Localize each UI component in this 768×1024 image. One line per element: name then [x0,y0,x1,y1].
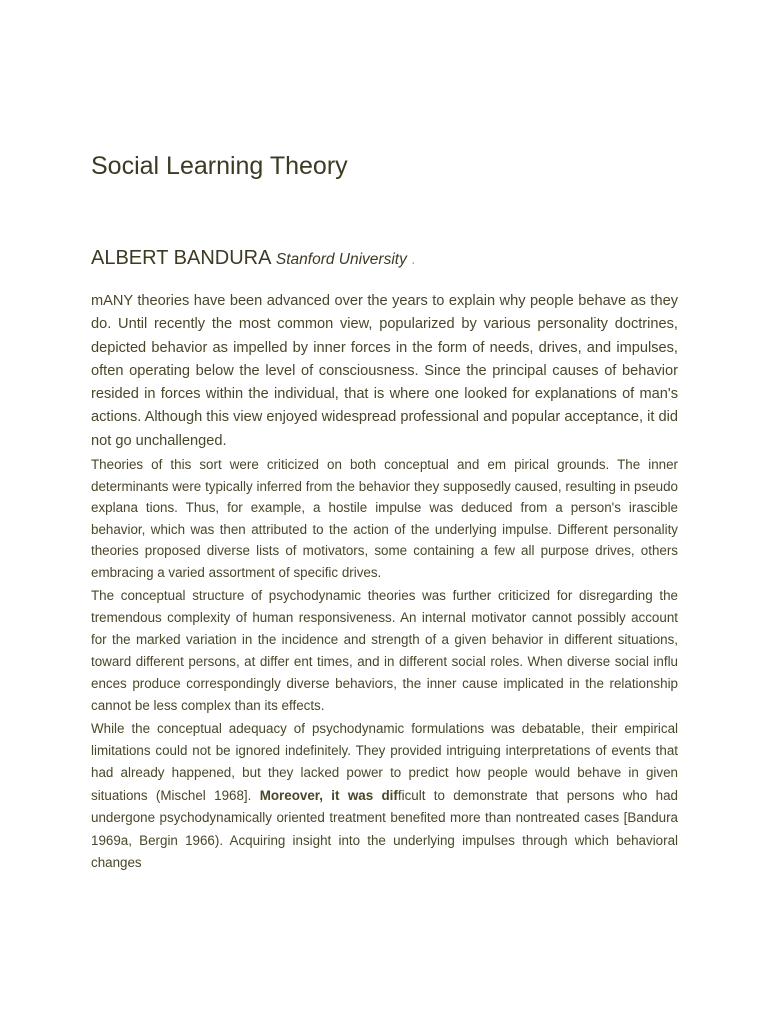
paragraph-4-text-b: ficult to demonstrate that persons who had undergone psychodynamically oriented treatment benefited more than nontreated cases [Bandura 1969a, Bergin 1966). Acquiring insight into the underlying impulses through which behavioral changes [91,787,678,871]
paragraph-2: Theories of this sort were criticized on both conceptual and em pirical grounds. The inner determinants were typically inferred from the behavior they supposedly caused, resulting in pseudo explana tions. Thus, for example, a hostile impulse was deduced from a person's irascible behavior, which was then attributed to the action of the underlying impulse. Different personality theories proposed diverse lists of motivators, some containing a few all purpose drives, others embracing a varied assortment of specific drives. [91,457,678,581]
paragraph-4 [91,718,678,875]
paragraph-4-bold-lead: Moreover, it was dif [259,787,398,803]
author-name: ALBERT BANDURA [91,247,272,269]
paragraph-3: The conceptual structure of psychodynamic theories was further criticized for disregarding the tremendous complexity of human responsiveness. An internal motivator cannot possibly account for the marked variation in the incidence and strength of a given behavior in different situations, toward different persons, at differ ent times, and in different social roles. When diverse social influ ences produce correspondingly diverse behaviors, the inner cause implicated in the relationship cannot be less complex than its effects. [91,587,678,713]
paragraph-4-text-a: While the conceptual adequacy of psychodynamic formulations was debatable, their empirical limitations could not be ignored indefinitely. They provided intriguing interpretations of events that had already happened, but they lacked power to predict how people would behave in given situations (Mischel 1968]. [91,720,678,803]
author-affiliation: Stanford University [275,251,407,268]
affiliation-mark: . [411,251,416,268]
byline [91,245,415,271]
body-text [91,290,678,874]
document-title: Social Learning Theory [91,152,348,180]
paragraph-1: mANY theories have been advanced over the years to explain why people behave as they do. Until recently the most common view, popularized by various personality doctrines, depicted behavior as impelled by inner forces in the form of needs, drives, and impulses, often operating below the level of consciousness. Since the principal causes of behavior resided in forces within the individual, that is where one looked for explanations of man's actions. Although this view enjoyed widespread professional and popular acceptance, it did not go unchallenged. [91,293,678,449]
